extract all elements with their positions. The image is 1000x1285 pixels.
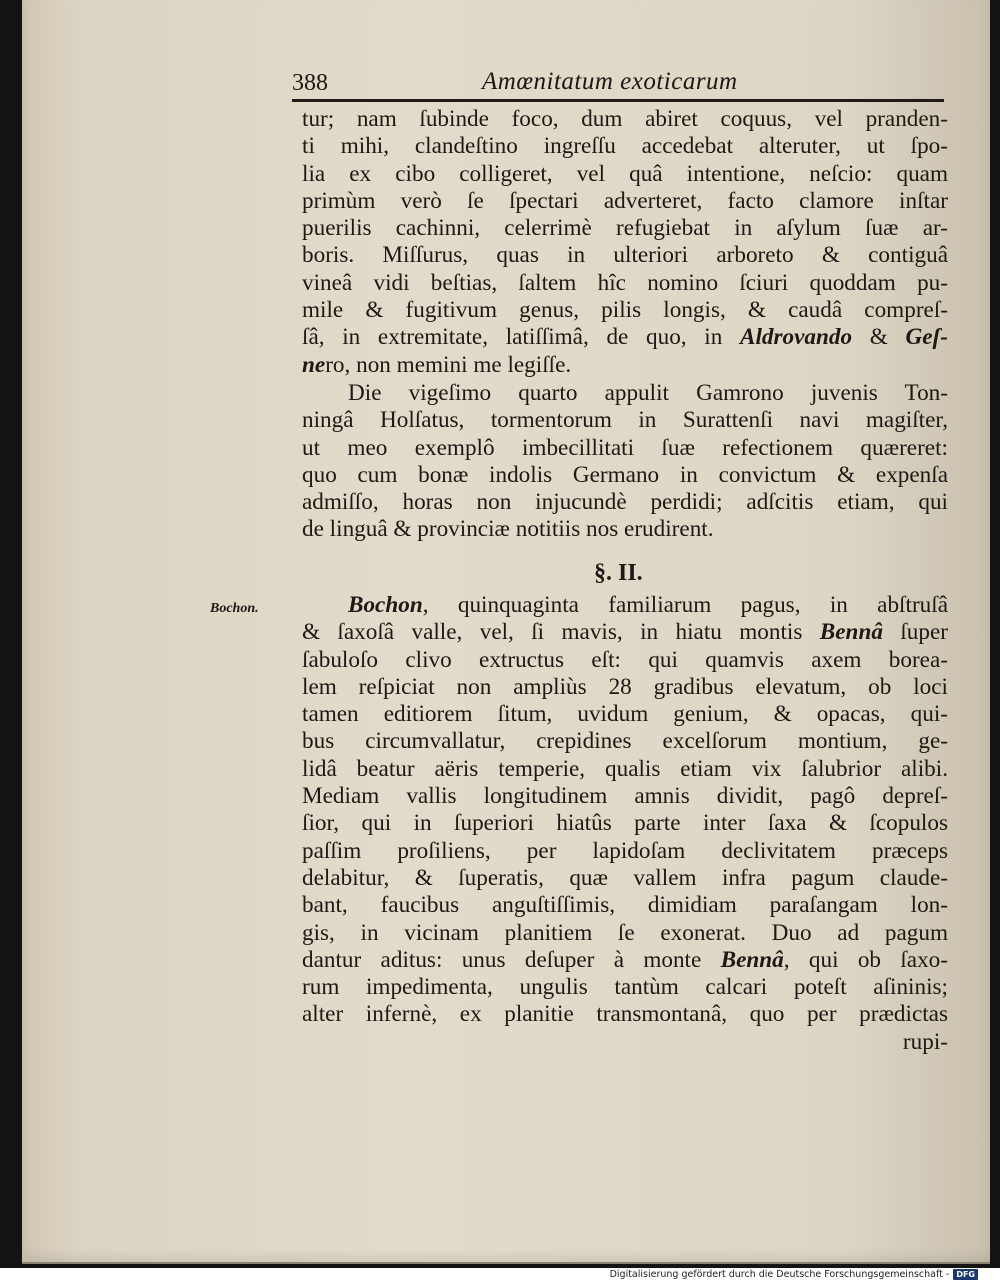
text-run: ſuper bbox=[882, 619, 948, 646]
section-heading: §. II. bbox=[594, 560, 643, 586]
text-line: Die vigeſimo quarto appulit Gamrono juvenis Ton- bbox=[348, 380, 948, 406]
text-line bbox=[302, 619, 948, 646]
text-line: ut meo exemplô imbecillitati ſuæ refectionem quæreret: bbox=[302, 434, 948, 461]
text-line: bant, faucibus anguſtiſſimis, dimidiam paraſangam lon- bbox=[302, 892, 948, 919]
dfg-logo: DFG bbox=[953, 1269, 978, 1280]
text-line: ningâ Holſatus, tormentorum in Surattenſi navi magiſter, bbox=[302, 407, 948, 434]
text-line: gis, in vicinam planitiem ſe exonerat. Duo ad pagum bbox=[302, 919, 948, 946]
text-line: lidâ beatur aëris temperie, qualis etiam vix ſalubrior alibi. bbox=[302, 755, 948, 782]
text-run: & bbox=[852, 324, 906, 351]
author-name: Aldrovando bbox=[740, 324, 853, 351]
running-head: Amœnitatum exoticarum bbox=[482, 68, 738, 95]
text-line: ſabuloſo clivo extructus eſt: qui quamvis axem borea- bbox=[302, 646, 948, 673]
text-line: tur; nam ſubinde foco, dum abiret coquus, vel pranden- bbox=[302, 106, 948, 132]
paragraph-1 bbox=[302, 106, 948, 379]
text-line: tamen editiorem ſitum, uvidum genium, & opacas, qui- bbox=[302, 701, 948, 728]
text-line: lia ex cibo colligeret, vel quâ intentione, neſcio: quam bbox=[302, 160, 948, 187]
text-line: quo cum bonæ indolis Germano in convictum & expenſa bbox=[302, 461, 948, 488]
paragraph-2 bbox=[302, 380, 948, 544]
author-name: Geſ- bbox=[905, 324, 948, 351]
text-line: paſſim proſiliens, per lapidoſam declivitatem præceps bbox=[302, 837, 948, 864]
text-line: delabitur, & ſuperatis, quæ vallem infra pagum claude- bbox=[302, 864, 948, 891]
text-run: dantur aditus: unus deſuper à monte bbox=[302, 946, 721, 973]
text-line bbox=[302, 947, 948, 974]
place-name: Bennâ bbox=[819, 619, 883, 646]
text-line: primùm verò ſe ſpectari adverteret, facto clamore inſtar bbox=[302, 187, 948, 214]
text-line bbox=[302, 352, 948, 379]
text-line: ti mihi, clandeſtino ingreſſu accedebat alteruter, ut ſpo- bbox=[302, 133, 948, 160]
text-line: de linguâ & provinciæ notitiis nos erudirent. bbox=[302, 516, 714, 543]
text-line: rum impedimenta, ungulis tantùm calcari poteſt aſininis; bbox=[302, 974, 948, 1001]
catchword: rupi- bbox=[902, 1028, 948, 1055]
text-line: mile & fugitivum genus, pilis longis, & caudâ compreſ- bbox=[302, 297, 948, 324]
margin-note: Bochon. bbox=[210, 601, 259, 616]
footer-text: Digitalisierung gefördert durch die Deutsche Forschungsgemeinschaft - bbox=[609, 1268, 950, 1280]
text-line: puerilis cachinni, celerrimè refugiebat in aſylum ſuæ ar- bbox=[302, 215, 948, 242]
place-name: Bochon bbox=[348, 592, 423, 618]
text-run: ro, non memini me legiſſe. bbox=[325, 351, 572, 378]
text-line bbox=[302, 324, 948, 351]
text-line bbox=[302, 592, 948, 619]
text-run: ſâ, in extremitate, latiſſimâ, de quo, in bbox=[302, 324, 740, 351]
text-line: Mediam vallis longitudinem amnis dividit, pagô depreſ- bbox=[302, 783, 948, 810]
text-run: & ſaxoſâ valle, vel, ſi mavis, in hiatu montis bbox=[302, 619, 820, 646]
page-number: 388 bbox=[292, 70, 328, 96]
text-line: lem reſpiciat non ampliùs 28 gradibus elevatum, ob loci bbox=[302, 673, 948, 700]
paragraph-3 bbox=[302, 592, 948, 1056]
digitization-footer bbox=[610, 1267, 978, 1281]
text-line: ſior, qui in ſuperiori hiatûs parte inter ſaxa & ſcopulos bbox=[302, 810, 948, 837]
place-name: Bennâ bbox=[720, 946, 784, 973]
text-line: vineâ vidi beſtias, ſaltem hîc nomino ſciuri quoddam pu- bbox=[302, 269, 948, 296]
author-name: ne bbox=[302, 351, 326, 378]
text-line: boris. Miſſurus, quas in ulteriori arboreto & contiguâ bbox=[302, 242, 948, 269]
text-line: alter infernè, ex planitie transmontanâ, quo per prædictas bbox=[302, 1001, 948, 1028]
text-line: admiſſo, horas non injucundè perdidi; adſcitis etiam, qui bbox=[302, 489, 948, 516]
header-rule bbox=[292, 99, 944, 102]
text-run: , qui ob ſaxo- bbox=[783, 946, 948, 973]
text-run: , quinquaginta familiarum pagus, in abſtruſâ bbox=[422, 592, 948, 618]
text-line: bus circumvallatur, crepidines excelſorum montium, ge- bbox=[302, 728, 948, 755]
